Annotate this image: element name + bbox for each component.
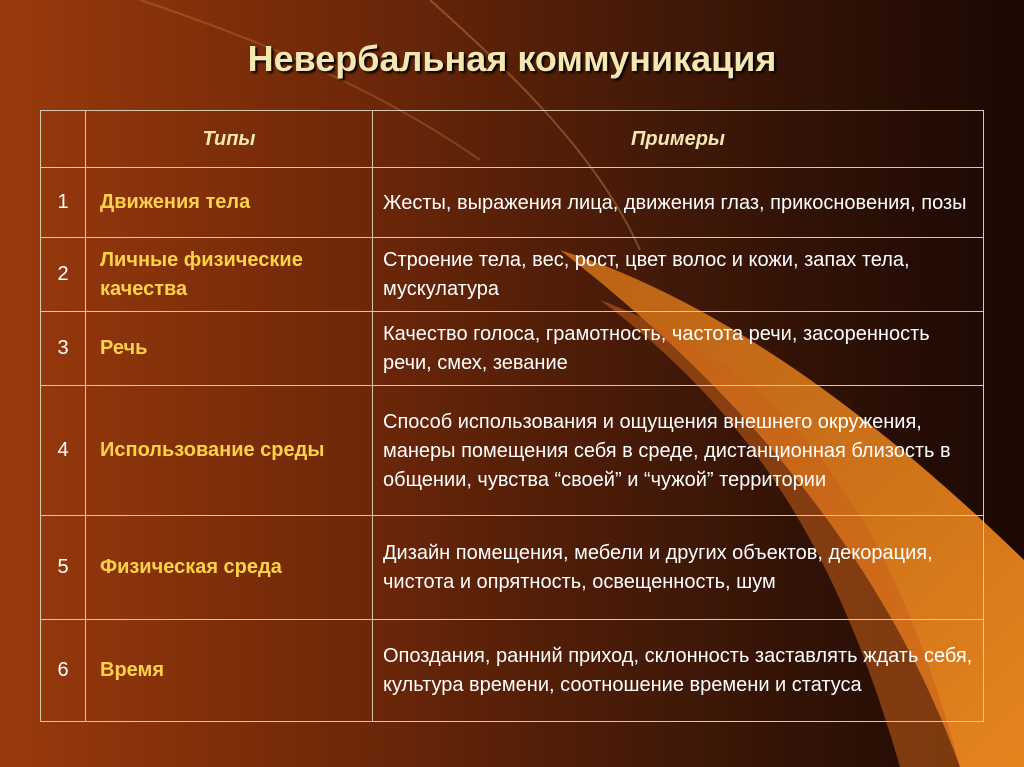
nonverbal-types-table [40, 110, 984, 722]
table-row [41, 386, 984, 516]
row-type: Физическая среда [86, 516, 373, 620]
row-number: 6 [41, 620, 86, 722]
row-type: Время [86, 620, 373, 722]
row-number: 4 [41, 386, 86, 516]
table-row [41, 516, 984, 620]
slide-title: Невербальная коммуникация [247, 38, 777, 79]
row-type: Речь [86, 312, 373, 386]
row-type: Использование среды [86, 386, 373, 516]
row-example: Строение тела, вес, рост, цвет волос и кожи, запах тела, мускулатура [373, 238, 984, 312]
row-example: Качество голоса, грамотность, частота речи, засоренность речи, смех, зевание [373, 312, 984, 386]
row-example: Способ использования и ощущения внешнего окружения, манеры помещения себя в среде, дистанционная близость в общении, чувства “своей” и “чужой” территории [373, 386, 984, 516]
row-number: 3 [41, 312, 86, 386]
header-types: Типы [86, 111, 373, 168]
table-row [41, 312, 984, 386]
row-example: Опоздания, ранний приход, склонность заставлять ждать себя, культура времени, соотношение времени и статуса [373, 620, 984, 722]
row-number: 2 [41, 238, 86, 312]
table-row [41, 168, 984, 238]
header-number [41, 111, 86, 168]
row-example: Жесты, выражения лица, движения глаз, прикосновения, позы [373, 168, 984, 238]
row-type: Личные физические качества [86, 238, 373, 312]
row-number: 1 [41, 168, 86, 238]
table-header-row [41, 111, 984, 168]
table-row [41, 238, 984, 312]
row-example: Дизайн помещения, мебели и других объектов, декорация, чистота и опрятность, освещенность, шум [373, 516, 984, 620]
table-row [41, 620, 984, 722]
row-type: Движения тела [86, 168, 373, 238]
header-examples: Примеры [373, 111, 984, 168]
row-number: 5 [41, 516, 86, 620]
